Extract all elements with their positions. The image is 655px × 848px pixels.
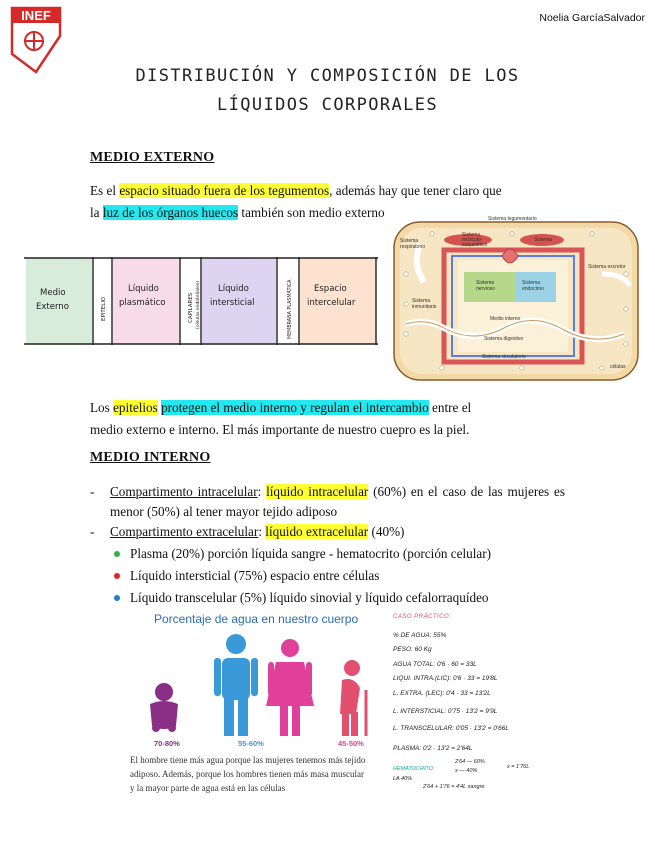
blood-total: 2'64 + 1'76 = 4'4L sangre — [423, 784, 485, 790]
paragraph-epitelios: Los epitelios protegen el medio interno y regulan el intercambio entre el medio externo e interno. El más importante de nuestro cuepro es la piel. — [90, 400, 472, 437]
sub-list-item: Líquido intersticial (75%) espacio entre células — [90, 566, 565, 586]
sub-list-item: Plasma (20%) porción líquida sangre - hematocrito (porción celular) — [90, 544, 565, 564]
heading-medio-externo: MEDIO EXTERNO — [90, 150, 215, 165]
label-musculo-3: esquelético — [462, 242, 488, 248]
label-liquido-plasmatico-1: Líquido — [128, 284, 159, 294]
list-item: - Compartimento intracelular: líquido intracelular (60%) en el caso de las mujeres es menor (50%) al tener mayor tejido adiposo — [90, 484, 565, 519]
label-espacio-2: intercelular — [307, 298, 356, 308]
highlight-luz-organos: luz de los órganos huecos — [102, 205, 239, 220]
label-celulas: células — [610, 364, 626, 370]
label-medio-externo-2: Externo — [36, 302, 69, 312]
label-inmunitario-2: inmunitario — [412, 304, 437, 310]
label-endocrino-1: Sistema — [522, 280, 541, 286]
inef-logo — [10, 6, 62, 74]
page-title — [60, 62, 595, 120]
compartments-list — [90, 482, 565, 608]
label-nervioso-2: nervioso — [476, 286, 495, 292]
label-epitelio: EPITELIO — [101, 296, 107, 321]
label-excretor: Sistema excretor — [588, 264, 626, 270]
water-title: Porcentaje de agua en nuestro cuerpo — [154, 612, 359, 626]
highlight-intracelular: líquido intracelular — [266, 484, 369, 499]
case-line: PLASMA: 0'2 · 13'2 = 2'64L — [393, 745, 473, 752]
hematocrito-percentage: LA 40% — [393, 776, 413, 782]
case-line: % DE AGUA: 55% — [393, 632, 447, 639]
bullet-dot — [114, 551, 120, 557]
case-line: LIQUI. INTRA.(LIC): 0'6 · 33 = 19'8L — [393, 675, 498, 682]
label-respiratorio-1: Sistema — [400, 238, 419, 244]
rule-of-three-result: x = 1'76L — [507, 764, 530, 770]
case-line: PESO: 60 Kg — [393, 646, 432, 653]
bullet-dot — [114, 573, 120, 579]
sub-list-item: Líquido transcelular (5%) líquido sinovial y líquido cefalorraquídeo — [90, 588, 565, 608]
label-celulas-endoteliales: (células endoteliales) — [196, 280, 201, 329]
compartments-diagram — [24, 255, 378, 347]
label-nervioso-1: Sistema — [476, 280, 495, 286]
heading-medio-interno: MEDIO INTERNO — [90, 450, 211, 465]
label-medio-interno: Medio interno — [490, 316, 521, 322]
water-infographic — [130, 612, 385, 812]
list-item: - Compartimento extracelular: líquido extracelular (40%) — [90, 524, 405, 539]
label-cardiovascular: Sistema — [534, 237, 553, 243]
label-digestivo: Sistema digestivo — [484, 336, 524, 342]
highlight-extracelular: líquido extracelular — [265, 524, 369, 539]
highlight-protegen: protegen el medio interno y regulan el intercambio — [161, 400, 429, 415]
label-liquido-intersticial-1: Líquido — [218, 284, 249, 294]
paragraph-medio-externo: Es el espacio situado fuera de los tegumentos, además hay que tener claro que la luz de los órganos huecos también son medio externo — [90, 183, 502, 220]
case-title: CASO PRÁCTICO: — [393, 614, 452, 620]
highlight-epitelios: epitelios — [113, 400, 158, 415]
title-line-1: DISTRIBUCIÓN Y COMPOSICIÓN DE LOS — [135, 66, 520, 86]
label-circulatorio: Sistema circulatorio — [482, 354, 526, 360]
label-endocrino-2: endocrino — [522, 286, 544, 292]
case-line: L. EXTRA. (LEC): 0'4 · 33 = 13'2L — [393, 690, 491, 697]
label-liquido-plasmatico-2: plasmático — [119, 298, 166, 308]
label-liquido-intersticial-2: intersticial — [210, 298, 255, 308]
organism-systems-diagram — [392, 214, 640, 384]
label-espacio-1: Espacio — [314, 284, 347, 294]
rule-of-three-1: 2'64 — 60% — [455, 759, 485, 765]
practice-case — [393, 614, 553, 804]
author-name: Noelia GarcíaSalvador — [539, 12, 645, 24]
woman-percentage: 45-50% — [338, 739, 364, 748]
baby-icon — [150, 683, 178, 732]
body-figures — [130, 628, 385, 738]
label-inmunitario-1: Sistema — [412, 298, 431, 304]
rule-of-three-2: x — 40% — [455, 768, 478, 774]
logo-text: INEF — [21, 8, 51, 23]
water-caption: El hombre tiene más agua porque las mujeres tenemos más tejido adiposo. Además, porque los hombres tienen más masa muscular y la mayor parte de agua está en las células — [130, 755, 366, 793]
hematocrito-label: HEMATOCRITO: — [393, 766, 435, 772]
woman-icon — [266, 639, 314, 736]
case-line: AGUA TOTAL: 0'6 · 60 = 33L — [393, 661, 477, 668]
case-line: L. INTERSTICIAL: 0'75 · 13'2 = 9'9L — [393, 708, 498, 715]
label-respiratorio-2: respiratorio — [400, 244, 426, 250]
case-line: L. TRANSCELULAR: 0'05 · 13'2 = 0'66L — [393, 725, 509, 732]
label-tegumentario: Sistema tegumentario — [488, 216, 537, 222]
label-membrana: MEMBRANA PLASMÁTICA — [288, 279, 293, 339]
title-line-2: LÍQUIDOS CORPORALES — [216, 95, 439, 115]
elder-icon — [340, 660, 366, 736]
highlight-espacio: espacio situado fuera de los tegumentos — [119, 183, 330, 198]
baby-percentage: 70-80% — [154, 739, 180, 748]
label-capilares: CAPILARES — [188, 292, 194, 323]
label-medio-externo-1: Medio — [40, 288, 66, 298]
bullet-dot — [114, 595, 120, 601]
label-musculo-2: músculo- — [462, 237, 483, 243]
man-percentage: 55-60% — [238, 739, 264, 748]
label-musculo-1: Sistema — [462, 232, 481, 238]
man-icon — [214, 634, 258, 736]
